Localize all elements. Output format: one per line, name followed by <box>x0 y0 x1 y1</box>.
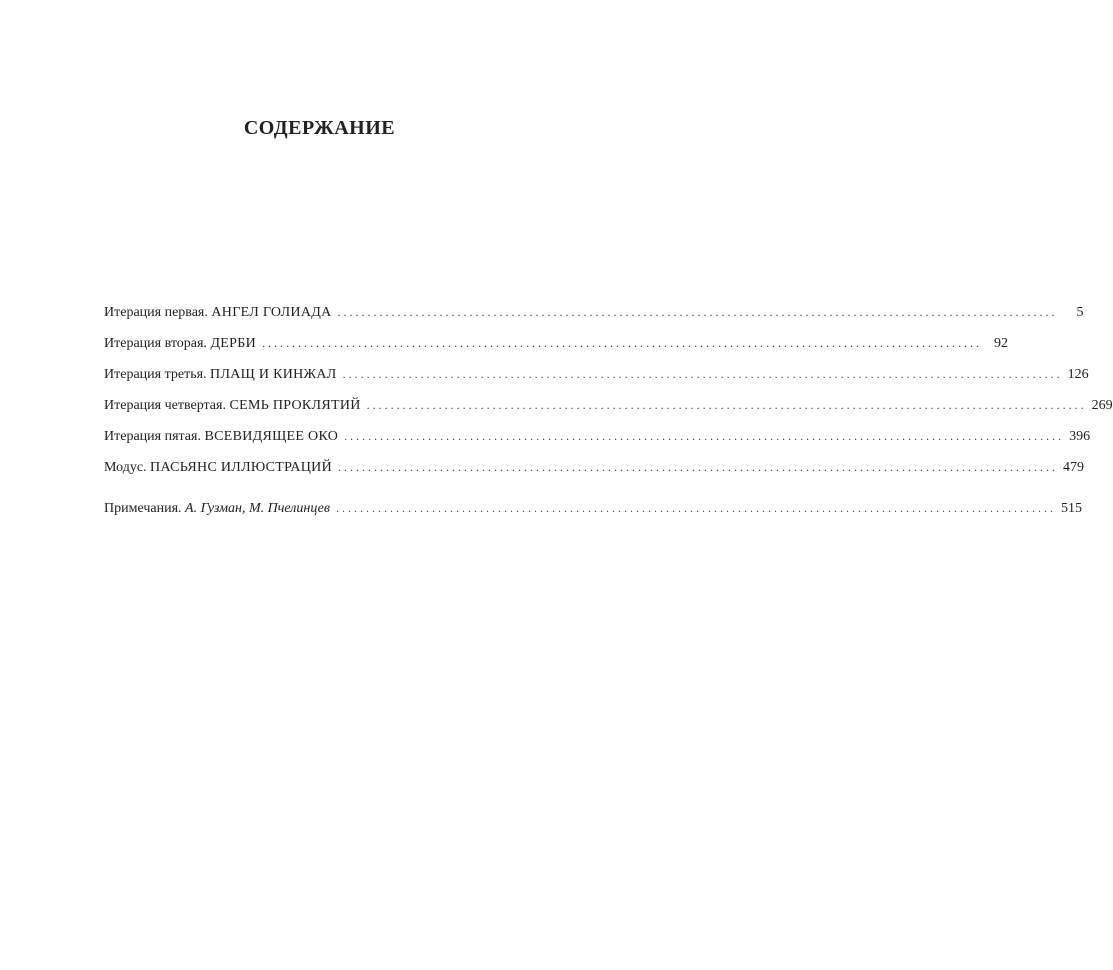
toc-entry-prefix: Итерация первая. <box>104 305 208 320</box>
dot-leader: ........................................................................................................................ <box>338 460 1059 474</box>
table-of-contents <box>104 303 1113 530</box>
toc-page-number: 269 <box>1091 398 1113 413</box>
toc-entry-prefix: Модус. <box>104 460 147 475</box>
toc-page-number: 479 <box>1063 460 1085 475</box>
toc-notes-prefix: Примечания. <box>104 501 182 516</box>
toc-entry-text <box>104 500 330 518</box>
toc-entry-title: ПАСЬЯНС ИЛЛЮСТРАЦИЙ <box>150 460 333 475</box>
toc-entry-title: ПЛАЩ И КИНЖАЛ <box>210 367 337 382</box>
toc-entry-title: ВСЕВИДЯЩЕЕ ОКО <box>204 429 339 444</box>
toc-entry <box>104 396 1113 427</box>
toc-entry-prefix: Итерация четвертая. <box>104 398 226 413</box>
toc-entry-title: ДЕРБИ <box>210 336 256 351</box>
toc-entry <box>104 427 1091 458</box>
page-title: СОДЕРЖАНИЕ <box>243 117 396 139</box>
toc-page-number: 126 <box>1067 367 1089 382</box>
toc-entry-text <box>104 366 337 384</box>
toc-entry <box>104 458 1085 489</box>
toc-entry-prefix: Итерация вторая. <box>104 336 207 351</box>
dot-leader: ........................................................................................................................ <box>337 305 1058 319</box>
toc-entry-title: СЕМЬ ПРОКЛЯТИЙ <box>229 398 361 413</box>
dot-leader: ........................................................................................................................ <box>261 336 982 350</box>
toc-page-number: 5 <box>1076 305 1084 320</box>
toc-entry-text <box>104 397 361 415</box>
toc-entry <box>104 303 1084 334</box>
toc-page-number: 92 <box>993 336 1008 351</box>
toc-entry-prefix: Итерация третья. <box>104 367 207 382</box>
toc-notes-authors: А. Гузман, М. Пчелинцев <box>185 501 330 516</box>
toc-entry-text <box>104 335 256 353</box>
dot-leader: ........................................................................................................................ <box>344 429 1065 443</box>
dot-leader: ........................................................................................................................ <box>335 501 1056 515</box>
toc-entry-text <box>104 304 332 322</box>
toc-page-number: 396 <box>1069 429 1091 444</box>
dot-leader: ........................................................................................................................ <box>366 398 1087 412</box>
toc-page-number: 515 <box>1060 501 1082 516</box>
toc-entry <box>104 365 1089 396</box>
toc-entry-text <box>104 459 332 477</box>
toc-entry <box>104 334 1008 365</box>
toc-entry-prefix: Итерация пятая. <box>104 429 201 444</box>
toc-entry-text <box>104 428 338 446</box>
toc-entry-title: АНГЕЛ ГОЛИАДА <box>211 305 332 320</box>
toc-notes-entry <box>104 499 1082 530</box>
dot-leader: ........................................................................................................................ <box>342 367 1063 381</box>
